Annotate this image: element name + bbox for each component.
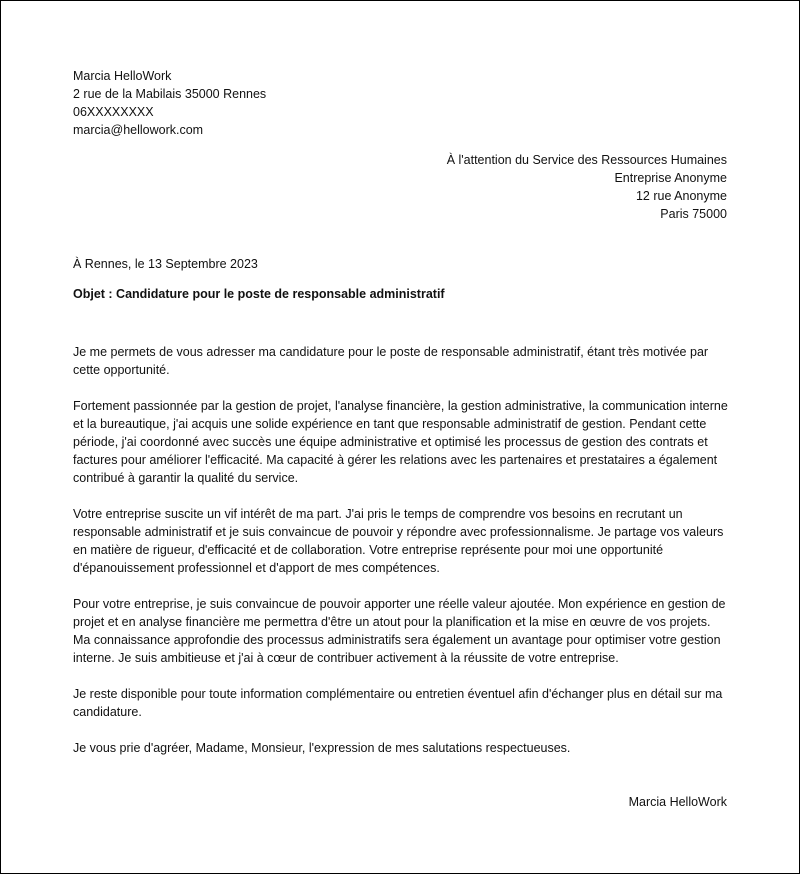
body-paragraph: Fortement passionnée par la gestion de projet, l'analyse financière, la gestion administrative, la communication interne et la bureautique, j'ai acquis une solide expérience en tant que responsable administratif de gestion. Pendant cette période, j'ai coordonné avec succès une équipe administrative et optimisé les processus de gestion des contrats et factures pour améliorer l'efficacité. Ma capacité à gérer les relations avec les partenaires et prestataires a également contribué à garantir la qualité du service. [73,399,728,485]
closing-paragraph: Je vous prie d'agréer, Madame, Monsieur, l'expression de mes salutations respectueuses. [73,741,571,755]
body-paragraph: Je me permets de vous adresser ma candidature pour le poste de responsable administratif, étant très motivée par cette opportunité. [73,345,709,377]
date-line: À Rennes, le 13 Septembre 2023 [73,257,258,271]
body-paragraph: Je reste disponible pour toute information complémentaire ou entretien éventuel afin d'échanger plus en détail sur ma candidature. [73,687,723,719]
recipient-company: Entreprise Anonyme [614,171,727,185]
body-paragraph: Pour votre entreprise, je suis convaincue de pouvoir apporter une réelle valeur ajoutée. Mon expérience en gestion de projet et en analyse financière me permettra d'être un atout pour la planification et la mise en œuvre de vos projets. Ma connaissance approfondie des processus administratifs sera également un avantage pour optimiser votre gestion interne. Je suis ambitieuse et j'ai à cœur de contribuer activement à la réussite de votre entreprise. [73,597,726,665]
body-paragraph: Votre entreprise suscite un vif intérêt de ma part. J'ai pris le temps de comprendre vos besoins en recrutant un responsable administratif et je suis convaincue de pouvoir y répondre avec professionnalisme. Je partage vos valeurs en matière de rigueur, d'efficacité et de collaboration. Votre entreprise représente pour moi une opportunité d'épanouissement professionnel et d'apport de mes compétences. [73,507,724,575]
sender-name: Marcia HelloWork [73,69,172,83]
sender-address: 2 rue de la Mabilais 35000 Rennes [73,87,267,101]
recipient-street: 12 rue Anonyme [635,189,727,203]
letter-body [73,343,729,775]
recipient-city: Paris 75000 [660,207,727,221]
sender-block [73,67,266,139]
recipient-attention: À l'attention du Service des Ressources Humaines [446,153,727,167]
recipient-block [447,151,727,223]
subject-line: Objet : Candidature pour le poste de responsable administratif [73,287,445,301]
sender-phone: 06XXXXXXXX [73,105,154,119]
signature: Marcia HelloWork [628,795,727,809]
sender-email: marcia@hellowork.com [73,123,204,137]
